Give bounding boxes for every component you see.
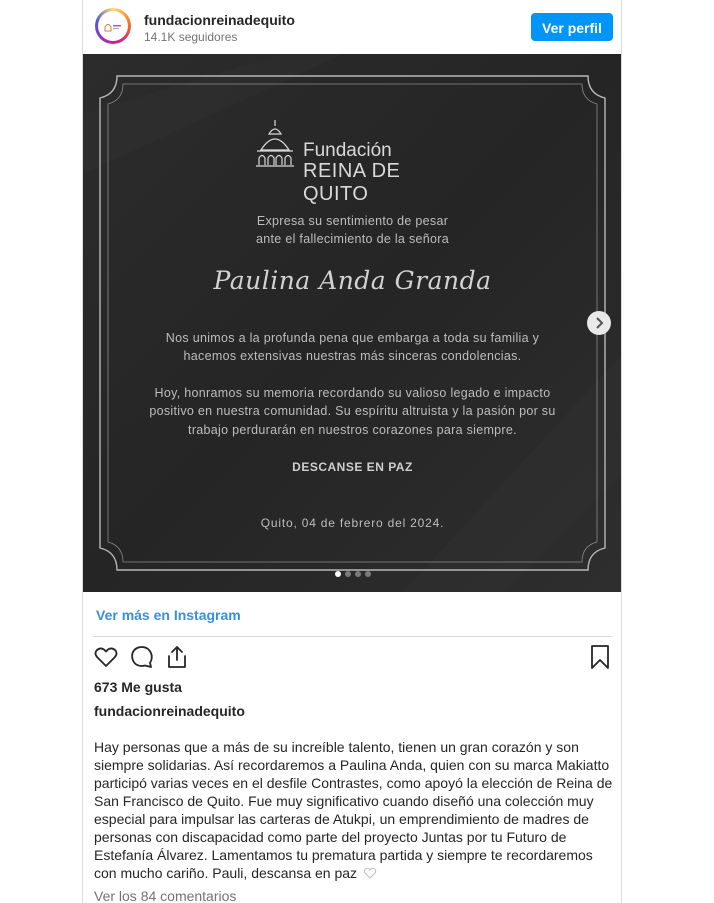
caption-body: Hay personas que a más de su increíble talento, tienen un gran corazón y son siempre solidarias. Así recordaremos a Paulina Anda, quien con su marca Makiatto participó varias veces en el desfile Contrastes, como apoyó la elección de Reina de San Francisco de Quito. Fue muy significativo cuando diseñó una colección muy especial para impulsar las carteras de Atukpi, un emprendimiento de madres de personas con discapacidad como parte del proyecto Juntas por tu Futuro de Estefanía Álvarez. Lamentamos tu prematura partida y siempre te recordaremos con mucho cariño. Pauli, descansa en paz (94, 739, 613, 881)
carousel-indicator (83, 571, 622, 577)
carousel-dot (365, 571, 371, 577)
action-bar (83, 644, 622, 672)
post-date: Quito, 04 de febrero del 2024. (260, 516, 445, 530)
like-count[interactable]: 673 Me gusta (94, 679, 182, 695)
deceased-name: Paulina Anda Granda (213, 266, 492, 295)
tribute-line-1: Hoy, honramos su memoria recordando su valioso legado e impacto (154, 386, 551, 400)
instagram-embed-card (82, 0, 622, 903)
avatar[interactable] (95, 8, 131, 44)
view-more-link[interactable]: Ver más en Instagram (96, 607, 241, 623)
dome-icon (253, 120, 297, 176)
chevron-right-icon (594, 317, 604, 329)
carousel-next-button[interactable] (587, 311, 611, 335)
divider (93, 636, 613, 637)
share-icon[interactable] (164, 644, 190, 670)
foundation-logo-icon (103, 19, 123, 33)
logo-subtitle: REINA DE QUITO (303, 160, 401, 205)
caption-username[interactable]: fundacionreinadequito (94, 703, 245, 719)
view-profile-button[interactable]: Ver perfil (531, 13, 613, 41)
heart-icon[interactable] (93, 644, 119, 670)
condolence-line-1: Nos unimos a la profunda pena que embarga a toda su familia y (165, 331, 540, 345)
bookmark-icon[interactable] (587, 644, 613, 670)
carousel-dot (355, 571, 361, 577)
intro-line-1: Expresa su sentimiento de pesar (256, 214, 449, 228)
rest-in-peace: DESCANSE EN PAZ (292, 460, 413, 474)
post-image[interactable] (83, 54, 622, 592)
follower-count: 14.1K seguidores (144, 30, 238, 44)
intro-line-2: ante el fallecimiento de la señora (256, 232, 449, 246)
post-header (83, 0, 622, 54)
avatar-inner (98, 11, 128, 41)
username[interactable]: fundacionreinadequito (144, 12, 295, 28)
logo-title: Fundación (303, 140, 392, 161)
view-comments-link[interactable]: Ver los 84 comentarios (94, 888, 237, 903)
tribute-line-2: positivo en nuestra comunidad. Su espíritu altruista y la pasión por su (149, 404, 556, 418)
carousel-dot (335, 571, 341, 577)
foundation-logo (253, 120, 453, 205)
tribute-line-3: trabajo perdurarán en nuestros corazones para siempre. (188, 423, 517, 437)
carousel-dot (345, 571, 351, 577)
caption-text (94, 738, 616, 882)
comment-icon[interactable] (129, 644, 155, 670)
condolence-line-2: hacemos extensivas nuestras más sinceras condolencias. (183, 349, 522, 363)
white-heart-icon (363, 866, 377, 880)
